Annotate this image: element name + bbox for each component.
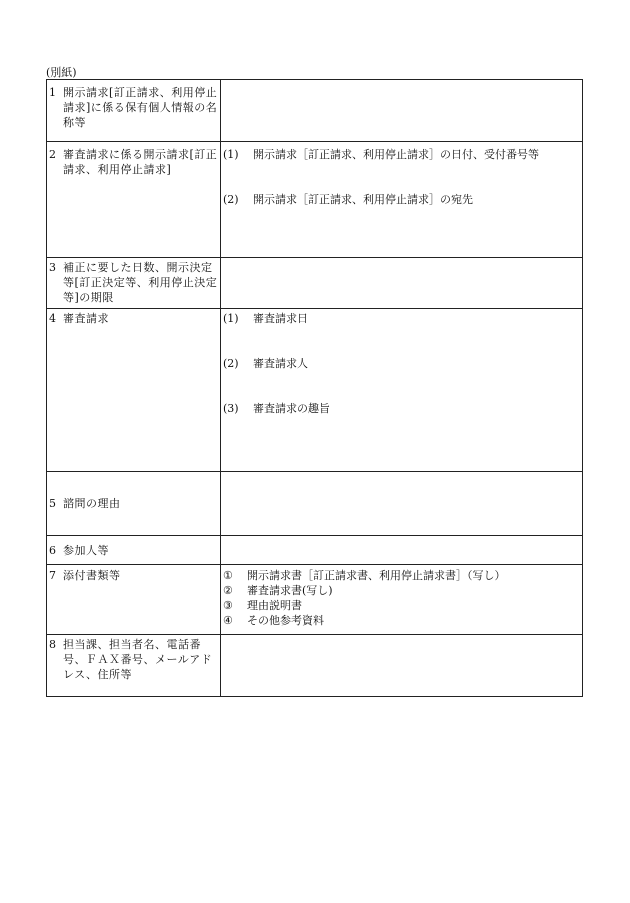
row-8-number: 8 [49, 638, 56, 651]
row-1-label-cell [47, 80, 221, 142]
row-3-title: 補正に要した日数、開示決定等[訂正決定等、利用停止決定等]の期限 [63, 261, 218, 304]
table-row-4 [47, 309, 583, 472]
row-8-label-cell [47, 635, 221, 697]
row-1-number: 1 [49, 86, 56, 99]
row-4-item-3-mark: (3) [223, 402, 239, 415]
row-7-item-3 [223, 598, 580, 613]
row-4-content-cell [221, 309, 583, 472]
row-4-item-3-text: 審査請求の趣旨 [253, 402, 330, 415]
row-1-content-cell [221, 80, 583, 142]
row-8-title: 担当課、担当者名、電話番号、ＦＡＸ番号、メールアドレス、住所等 [63, 638, 213, 681]
table-row-8 [47, 635, 583, 697]
row-2-item-1-mark: (1) [223, 148, 239, 161]
row-3-number: 3 [49, 261, 56, 274]
row-7-item-3-text: 理由説明書 [247, 599, 302, 612]
row-6-content-cell [221, 536, 583, 565]
row-4-item-2-mark: (2) [223, 357, 239, 370]
row-7-content-cell [221, 565, 583, 635]
row-6-title: 参加人等 [63, 543, 109, 557]
row-7-item-1-mark: ① [223, 569, 233, 582]
row-5-title: 諮問の理由 [63, 497, 121, 510]
row-7-item-4-mark: ④ [223, 614, 233, 627]
row-7-item-4 [223, 613, 580, 628]
row-4-item-2-text: 審査請求人 [253, 357, 308, 370]
row-5-label-cell [47, 472, 221, 536]
row-7-item-2 [223, 583, 580, 598]
row-4-item-1-text: 審査請求日 [253, 312, 308, 325]
row-2-item-2-text: 開示請求［訂正請求、利用停止請求］の宛先 [253, 193, 473, 206]
row-4-item-1-mark: (1) [223, 312, 239, 325]
row-5-number: 5 [49, 497, 56, 510]
row-7-item-1 [223, 568, 580, 583]
row-7-number: 7 [49, 569, 56, 582]
row-4-label-cell [47, 309, 221, 472]
row-7-item-1-text: 開示請求書［訂正請求書、利用停止請求書］（写し） [247, 569, 506, 582]
page-label: (別紙) [46, 66, 77, 79]
table-row-3 [47, 258, 583, 309]
row-4-item-2 [223, 356, 580, 371]
row-2-item-2 [223, 192, 580, 207]
row-4-item-3 [223, 401, 580, 416]
row-2-content-cell [221, 142, 583, 258]
row-7-item-4-text: その他参考資料 [247, 614, 324, 627]
row-6-label-cell [47, 536, 221, 565]
row-1-title: 開示請求[訂正請求、利用停止請求]に係る保有個人情報の名称等 [63, 86, 218, 129]
row-4-item-1 [223, 311, 580, 326]
row-4-title: 審査請求 [63, 312, 109, 325]
row-2-item-1-text: 開示請求［訂正請求、利用停止請求］の日付、受付番号等 [253, 148, 539, 161]
row-6-number: 6 [49, 543, 56, 557]
row-7-item-2-text: 審査請求書(写し) [247, 584, 333, 597]
row-7-item-2-mark: ② [223, 584, 233, 597]
row-7-label-cell [47, 565, 221, 635]
table-row-7 [47, 565, 583, 635]
row-2-item-2-mark: (2) [223, 193, 239, 206]
table-row-2 [47, 142, 583, 258]
row-7-item-3-mark: ③ [223, 599, 233, 612]
consultation-form-table [46, 79, 583, 697]
table-row-5 [47, 472, 583, 536]
table-row-6 [47, 536, 583, 565]
row-7-title: 添付書類等 [63, 569, 121, 582]
row-2-label-cell [47, 142, 221, 258]
row-2-item-1 [223, 147, 580, 162]
row-4-number: 4 [49, 312, 56, 325]
row-5-content-cell [221, 472, 583, 536]
row-2-title: 審査請求に係る開示請求[訂正請求、利用停止請求] [63, 148, 218, 176]
row-8-content-cell [221, 635, 583, 697]
row-2-number: 2 [49, 148, 56, 161]
row-3-content-cell [221, 258, 583, 309]
table-row-1 [47, 80, 583, 142]
row-3-label-cell [47, 258, 221, 309]
